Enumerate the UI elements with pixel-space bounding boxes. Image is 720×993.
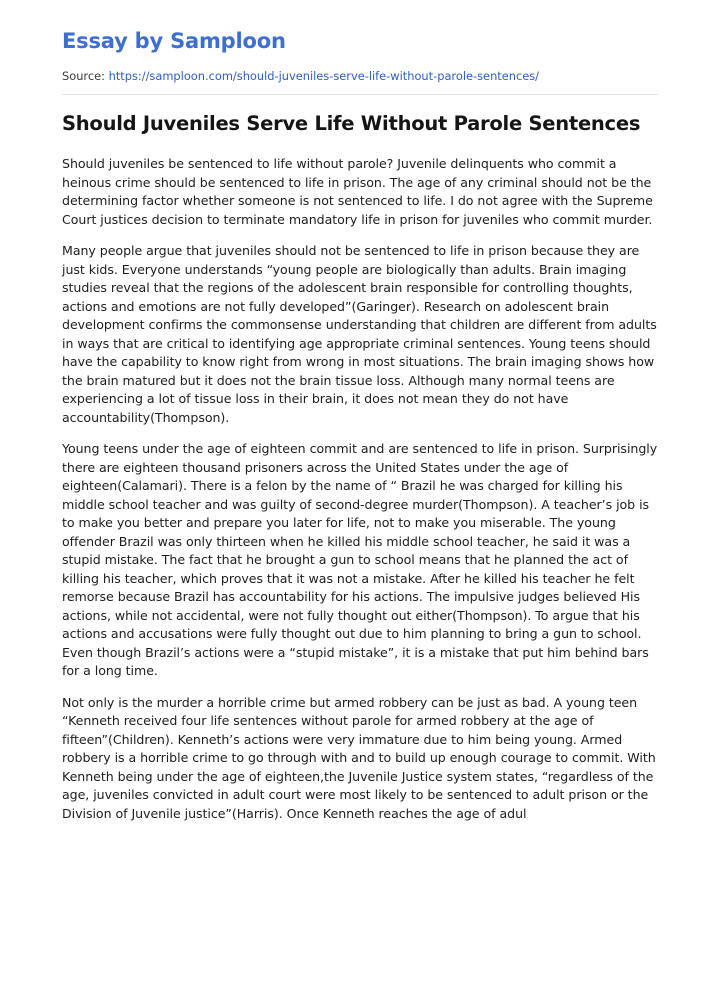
essay-paragraph-4: Not only is the murder a horrible crime but armed robbery can be just as bad. A young teen “Kenneth received four life sentences without parole for armed robbery at the age of fifteen”(Children). Kenneth’s actions were very immature due to him being young. Armed robbery is a horrible crime to go through with and to build up enough courage to commit. With Kenneth being under the age of eighteen,the Juvenile Justice system states, “regardless of the age, juveniles convicted in adult court were most likely to be sentenced to adult prison or the Division of Juvenile justice”(Harris). Once Kenneth reaches the age of adul: [62, 694, 656, 821]
source-label: Source:: [62, 69, 109, 83]
essay-title: Should Juveniles Serve Life Without Parole Sentences: [62, 112, 641, 135]
header-divider: [62, 94, 658, 95]
brand-title: Essay by Samploon: [62, 29, 286, 53]
document-page: [62, 0, 658, 836]
essay-body: [62, 155, 658, 823]
source-link[interactable]: https://samploon.com/should-juveniles-serve-life-without-parole-sentences/: [108, 69, 540, 83]
source-line: [62, 68, 658, 84]
essay-paragraph-1: Should juveniles be sentenced to life without parole? Juvenile delinquents who commit a heinous crime should be sentenced to life in prison. The age of any criminal should not be the determining factor whether someone is not sentenced to life. I do not agree with the Supreme Court justices decision to terminate mandatory life in prison for juveniles who commit murder.: [62, 156, 653, 227]
essay-paragraph-2: Many people argue that juveniles should not be sentenced to life in prison because they are just kids. Everyone understands “young people are biologically than adults. Brain imaging studies reveal that the regions of the adolescent brain responsible for controlling thoughts, actions and emotions are not fully developed”(Garinger). Research on adolescent brain development confirms the commonsense understanding that children are different from adults in ways that are critical to identifying age appropriate criminal sentences. Young teens should have the capability to know right from wrong in most situations. The brain imaging shows how the brain matured but it does not the brain tissue loss. Although many normal teens are experiencing a lot of tissue loss in their brain, it does not mean they do not have accountability(Thompson).: [62, 243, 657, 425]
essay-paragraph-3: Young teens under the age of eighteen commit and are sentenced to life in prison. Surprisingly there are eighteen thousand prisoners across the United States under the age of eighteen(Calamari). There is a felon by the name of “ Brazil he was charged for killing his middle school teacher and was guilty of second-degree murder(Thompson). A teacher’s job is to make you better and prepare you later for life, not to make you miserable. The young offender Brazil was only thirteen when he killed his middle school teacher, he said it was a stupid mistake. The fact that he brought a gun to school means that he planned the act of killing his teacher, which proves that it was not a mistake. After he killed his teacher he felt remorse because Brazil has accountability for his actions. The impulsive judges believed His actions, while not accidental, were not fully thought out either(Thompson). To argue that his actions and accusations were fully thought out due to him planning to bring a gun to school. Even though Brazil’s actions were a “stupid mistake”, it is a mistake that put him behind bars for a long time.: [62, 441, 658, 678]
